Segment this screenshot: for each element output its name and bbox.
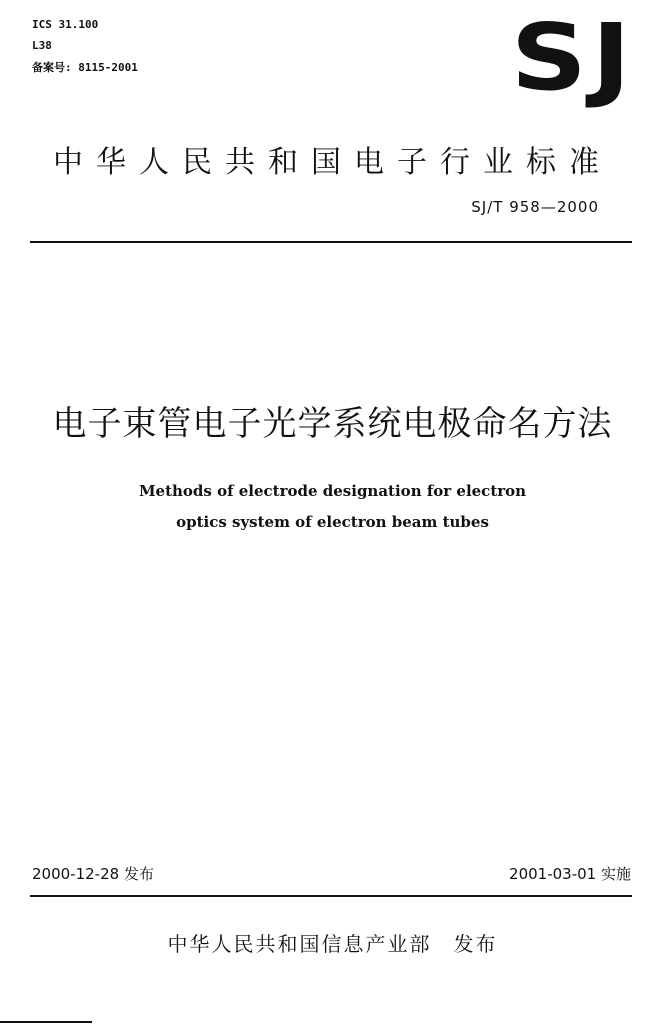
issuer-line xyxy=(0,928,665,957)
bottom-divider xyxy=(30,895,632,897)
page-edge-mark xyxy=(0,1021,92,1023)
filing-number: 备案号: 8115-2001 xyxy=(32,61,138,74)
effective-date: 2001-03-01 实施 xyxy=(509,865,631,883)
top-divider xyxy=(30,241,632,243)
publish-date: 2000-12-28 发布 xyxy=(32,865,154,883)
document-title-en-line2: optics system of electron beam tubes xyxy=(176,513,489,531)
ics-number: ICS 31.100 xyxy=(32,18,99,31)
document-title-zh: 电子束管电子光学系统电极命名方法 xyxy=(52,404,613,444)
ministry-title: 中华人民共和国电子行业标准 xyxy=(53,145,612,180)
ccs-number: L38 xyxy=(32,39,52,52)
issuer-action: 发布 xyxy=(453,932,498,956)
document-title-en-line1: Methods of electrode designation for electron xyxy=(138,482,527,500)
standard-code: SJ/T 958—2000 xyxy=(471,198,599,216)
sj-logo: SJ xyxy=(510,4,635,111)
issuer-name: 中华人民共和国信息产业部 xyxy=(167,932,432,956)
